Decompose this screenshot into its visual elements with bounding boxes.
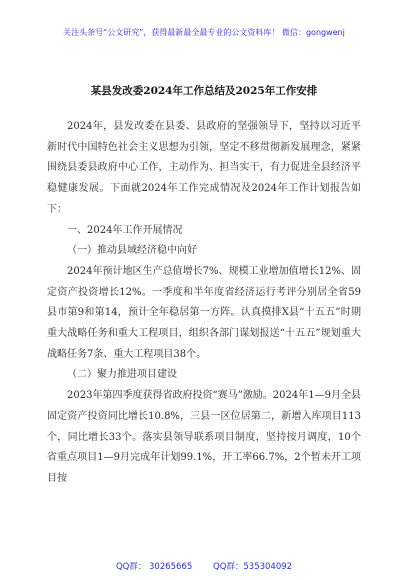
subsection-paragraph-1: 2024年预计地区生产总值增长7%、规模工业增加值增长12%、固定资产投资增长12%。一季度和半年度省经济运行考评分别居全省59县市第9和第14，预计全年稳居第一方阵。认真摸排X县“十五五”时期重大战略任务和重大工程项目，组织各部门谋划报送“十五五”规划重大战略任务7条、重大工程项目38个。 bbox=[47, 265, 361, 360]
section-heading: 一、2024年工作开展情况 bbox=[67, 224, 183, 236]
subsection-paragraph-2: 2023年第四季度获得省政府投资“赛马”激励。2024年1—9月全县固定资产投资同比增长10.8%，三县一区位居第二，新增入库项目113个，同比增长33个。落实县领导联系项目制度，坚持按月调度，10个省重点项目1—9月完成年计划99.1%，开工率66.7%，2个暂未开工项目按 bbox=[47, 390, 361, 484]
footer-contacts bbox=[0, 560, 408, 572]
footer-qq-group-2: QQ群：535304092 bbox=[213, 562, 293, 572]
document-title: 某县发改委2024年工作总结及2025年工作安排 bbox=[90, 85, 318, 97]
subsection-heading-1: （一）推动县域经济稳中向好 bbox=[67, 245, 197, 257]
top-banner: 关注头条号“公文研究”，获得最新最全最专业的公文资料库！ 微信：gongwenj bbox=[63, 28, 345, 37]
intro-paragraph: 2024年，县发改委在县委、县政府的坚强领导下，坚持以习近平新时代中国特色社会主义思想为引领，坚定不移贯彻新发展理念，紧紧围绕县委县政府中心工作，主动作为、担当实干，有力促进全县经济平稳健康发展。下面就2024年工作完成情况及2024年工作计划报告如下： bbox=[47, 121, 361, 215]
subsection-heading-2: （二）聚力推进项目建设 bbox=[67, 369, 177, 381]
footer-qq-group-1: QQ群： 30265665 bbox=[115, 562, 193, 572]
document-body bbox=[47, 117, 361, 490]
